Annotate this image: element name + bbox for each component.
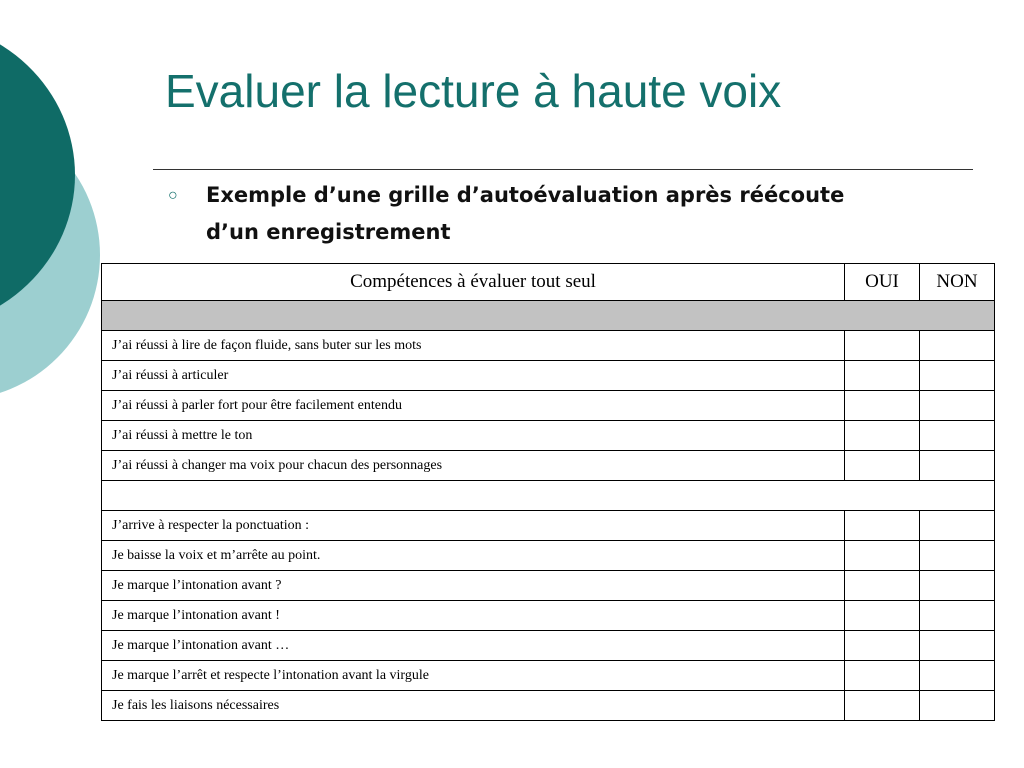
oui-cell[interactable]	[845, 571, 920, 601]
non-cell[interactable]	[920, 421, 995, 451]
oui-cell[interactable]	[845, 451, 920, 481]
competence-cell: J’arrive à respecter la ponctuation :	[102, 511, 845, 541]
title-divider	[153, 169, 973, 170]
section-separator-gray	[102, 301, 995, 331]
table-row	[102, 451, 995, 481]
non-cell[interactable]	[920, 601, 995, 631]
non-cell[interactable]	[920, 331, 995, 361]
oui-cell[interactable]	[845, 391, 920, 421]
table-row	[102, 541, 995, 571]
non-cell[interactable]	[920, 511, 995, 541]
table-row	[102, 511, 995, 541]
oui-cell[interactable]	[845, 541, 920, 571]
non-cell[interactable]	[920, 691, 995, 721]
competence-cell: Je marque l’arrêt et respecte l’intonation avant la virgule	[102, 661, 845, 691]
competence-cell: Je fais les liaisons nécessaires	[102, 691, 845, 721]
competence-cell: Je marque l’intonation avant …	[102, 631, 845, 661]
table-row	[102, 631, 995, 661]
competence-cell: J’ai réussi à parler fort pour être facilement entendu	[102, 391, 845, 421]
table-row	[102, 331, 995, 361]
bullet-text: Exemple d’une grille d’autoévaluation après réécoute d’un enregistrement	[206, 183, 845, 244]
header-competences: Compétences à évaluer tout seul	[102, 264, 845, 301]
competence-cell: J’ai réussi à changer ma voix pour chacun des personnages	[102, 451, 845, 481]
non-cell[interactable]	[920, 391, 995, 421]
competence-cell: J’ai réussi à mettre le ton	[102, 421, 845, 451]
header-oui: OUI	[845, 264, 920, 301]
self-assessment-table	[101, 263, 995, 721]
non-cell[interactable]	[920, 631, 995, 661]
non-cell[interactable]	[920, 571, 995, 601]
table-header-row	[102, 264, 995, 301]
table-row	[102, 601, 995, 631]
oui-cell[interactable]	[845, 421, 920, 451]
non-cell[interactable]	[920, 661, 995, 691]
competence-cell: Je marque l’intonation avant ?	[102, 571, 845, 601]
table-row	[102, 391, 995, 421]
table-row	[102, 661, 995, 691]
section-separator-cell	[102, 301, 995, 331]
oui-cell[interactable]	[845, 631, 920, 661]
non-cell[interactable]	[920, 451, 995, 481]
table-row	[102, 571, 995, 601]
competence-cell: J’ai réussi à articuler	[102, 361, 845, 391]
table-row	[102, 361, 995, 391]
bullet-circle-icon: ○	[168, 187, 178, 204]
oui-cell[interactable]	[845, 511, 920, 541]
oui-cell[interactable]	[845, 601, 920, 631]
oui-cell[interactable]	[845, 691, 920, 721]
oui-cell[interactable]	[845, 661, 920, 691]
header-non: NON	[920, 264, 995, 301]
non-cell[interactable]	[920, 361, 995, 391]
competence-cell: Je baisse la voix et m’arrête au point.	[102, 541, 845, 571]
table-row	[102, 421, 995, 451]
section-separator-cell	[102, 481, 995, 511]
slide-title: Evaluer la lecture à haute voix	[165, 65, 782, 117]
oui-cell[interactable]	[845, 331, 920, 361]
oui-cell[interactable]	[845, 361, 920, 391]
bullet-item	[168, 177, 888, 251]
non-cell[interactable]	[920, 541, 995, 571]
competence-cell: Je marque l’intonation avant !	[102, 601, 845, 631]
competence-cell: J’ai réussi à lire de façon fluide, sans buter sur les mots	[102, 331, 845, 361]
section-separator-blank	[102, 481, 995, 511]
table-row	[102, 691, 995, 721]
